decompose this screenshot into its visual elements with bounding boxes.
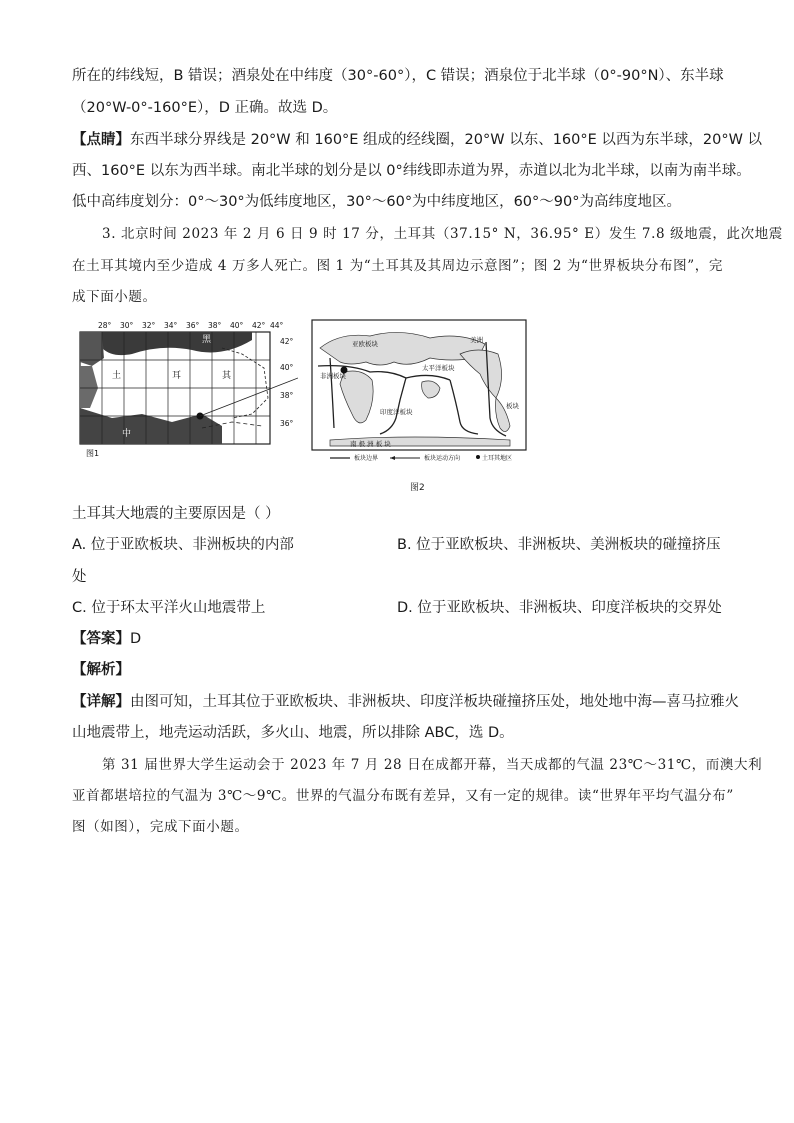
dianjing-line1 [72,130,762,150]
f1-tick-32: 32° [142,321,156,330]
dianjing-line3: 低中高纬度划分：0°～30°为低纬度地区，30°～60°为中纬度地区，60°～90°为高纬度地区。 [72,194,681,210]
f2-label-america: 美洲 [470,336,483,344]
next-line2: 亚首都堪培拉的气温为 3℃～9℃。世界的气温分布既有差异，又有一定的规律。读“世界年平均气温分布” [72,788,734,804]
f1-lat-42: 42° [280,337,294,346]
q3-line2: 在土耳其境内至少造成 4 万多人死亡。图 1 为“土耳其及其周边示意图”；图 2 为“世界板块分布图”，完 [72,258,723,274]
detail-label: 【详解】 [72,694,130,710]
option-b: B. 位于亚欧板块、非洲板块、美洲板块的碰撞挤压 [397,537,721,553]
f1-lat-38: 38° [280,391,294,400]
dianjing-label: 【点睛】 [72,132,130,148]
next-line1: 第 31 届世界大学生运动会于 2023 年 7 月 28 日在成都开幕，当天成都的气温 23℃～31℃，而澳大利 [102,757,763,773]
f1-label-qi: 其 [222,371,232,381]
analysis-label: 【解析】 [72,662,130,678]
option-a: A. 位于亚欧板块、非洲板块的内部 [72,537,294,553]
detail-text1: 由图可知，土耳其位于亚欧板块、非洲板块、印度洋板块碰撞挤压处，地处地中海—喜马拉雅火 [130,694,739,710]
figure2-world-plates [310,318,528,468]
dianjing-text1: 东西半球分界线是 20°W 和 160°E 组成的经线圈，20°W 以东、160°E 以西为东半球，20°W 以 [130,132,763,148]
answer-line [72,629,141,649]
f2-legend-direction: 板块运动方向 [424,455,461,462]
option-d: D. 位于亚欧板块、非洲板块、印度洋板块的交界处 [397,600,722,616]
figure2-caption: 图2 [410,483,425,493]
answer-label: 【答案】 [72,631,130,647]
dianjing-line2: 西、160°E 以东为西半球。南北半球的划分是以 0°纬线即赤道为界，赤道以北为北半球，以南为南半球。 [72,163,751,179]
q3-line1: 3. 北京时间 2023 年 2 月 6 日 9 时 17 分，土耳其（37.15° N，36.95° E）发生 7.8 级地震，此次地震 [102,226,783,242]
f1-label-er: 耳 [172,371,182,381]
f2-label-eurasia: 亚欧板块 [352,340,378,348]
f1-tick-30: 30° [120,321,134,330]
next-line3: 图（如图），完成下面小题。 [72,819,249,835]
f2-label-pacific: 太平洋板块 [422,364,455,372]
f1-tick-28: 28° [98,321,112,330]
f1-tick-38: 38° [208,321,222,330]
answer-value: D [130,631,142,647]
f1-tick-44: 44° [270,321,284,330]
f1-caption: 图1 [86,449,100,458]
detail-line2: 山地震带上，地壳运动活跃，多火山、地震，所以排除 ABC，选 D。 [72,725,514,741]
q3-line3: 成下面小题。 [72,289,157,305]
detail-line1 [72,692,739,712]
f1-lat-40: 40° [280,363,294,372]
f1-tick-40: 40° [230,321,244,330]
f2-legend-turkey: 土耳其地区 [482,455,513,462]
para1-line2: （20°W-0°-160°E），D 正确。故选 D。 [72,100,338,116]
para1-line1: 所在的纬线短，B 错误；酒泉处在中纬度（30°-60°），C 错误；酒泉位于北半球（0°-90°N）、东半球 [72,68,724,84]
option-b-continued: 处 [72,569,87,585]
f1-tick-42: 42° [252,321,266,330]
f1-label-black: 黑 [202,335,212,345]
question-stem: 土耳其大地震的主要原因是（ ） [72,506,280,522]
f1-lat-36: 36° [280,419,294,428]
figure1-turkey-map [72,318,298,458]
f1-tick-34: 34° [164,321,178,330]
f1-label-tu: 土 [112,371,122,381]
f2-label-africa: 非洲板块 [320,372,346,380]
option-c: C. 位于环太平洋火山地震带上 [72,600,266,616]
f2-label-nazca: 板块 [506,402,519,410]
f1-label-zhong: 中 [122,429,132,439]
f2-label-indian: 印度洋板块 [380,408,413,416]
f1-tick-36: 36° [186,321,200,330]
f2-legend-boundary: 板块边界 [354,455,379,462]
f2-label-antarctic: 南 极 洲 板 块 [350,440,391,448]
